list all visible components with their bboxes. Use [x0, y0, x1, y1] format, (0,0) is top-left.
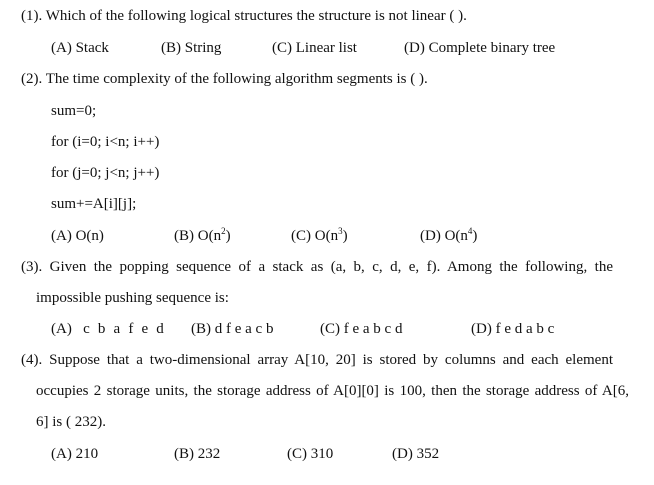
q2-stem: (2). The time complexity of the following algorithm segments is ( ).	[21, 71, 428, 87]
q2-code-line: sum+=A[i][j];	[51, 196, 137, 212]
q3-option-b-label: (B)	[191, 321, 211, 337]
q3-stem-line-1: (3). Given the popping sequence of a stack as (a, b, c, d, e, f). Among the following, the	[21, 259, 613, 275]
q2-code-line: for (i=0; i<n; i++)	[51, 134, 160, 150]
q1-option-c: (C) Linear list	[272, 40, 357, 56]
q2-option-d-text: (D) O(n	[420, 228, 468, 244]
q2-option-c	[291, 227, 348, 245]
q2-option-b-exponent: 2	[221, 226, 226, 236]
q1-option-b: (B) String	[161, 40, 222, 56]
q2-option-a-text: (A) O(n)	[51, 228, 104, 244]
q1-option-a: (A) Stack	[51, 40, 109, 56]
q3-option-b	[191, 320, 273, 338]
q1-stem: (1). Which of the following logical structures the structure is not linear ( ).	[21, 8, 467, 24]
q2-option-a	[51, 227, 104, 245]
q4-option-a: (A) 210	[51, 446, 99, 462]
q2-code-line: for (j=0; j<n; j++)	[51, 165, 160, 181]
q3-option-b-value: d f e a c b	[214, 321, 274, 337]
q4-option-b: (B) 232	[174, 446, 221, 462]
q2-code-line: sum=0;	[51, 103, 97, 119]
q3-option-c-label: (C)	[320, 321, 340, 337]
q4-stem-line-3: 6] is ( 232).	[36, 414, 106, 430]
q2-option-d-close: )	[472, 228, 478, 244]
q2-option-c-exponent: 3	[338, 226, 343, 236]
q4-option-d: (D) 352	[392, 446, 440, 462]
q2-option-d-exponent: 4	[467, 226, 473, 236]
q3-option-a-label: (A)	[51, 321, 72, 337]
q2-option-d	[420, 227, 477, 245]
q3-option-a-value: c b a f e d	[83, 321, 166, 337]
q2-option-b-text: (B) O(n	[174, 228, 222, 244]
q2-option-c-close: )	[342, 228, 348, 244]
q4-option-c: (C) 310	[287, 446, 334, 462]
q2-option-b	[174, 227, 231, 245]
q3-stem-line-2: impossible pushing sequence is:	[36, 290, 229, 306]
q4-stem-line-2: occupies 2 storage units, the storage address of A[0][0] is 100, then the storage address of A[6,	[36, 383, 629, 399]
q3-option-a	[51, 320, 166, 338]
q3-option-c	[320, 320, 402, 338]
q3-option-d	[471, 320, 554, 338]
q4-stem-line-1: (4). Suppose that a two-dimensional array A[10, 20] is stored by columns and each element	[21, 352, 613, 368]
q3-option-c-value: f e a b c d	[343, 321, 403, 337]
q3-option-d-value: f e d a b c	[495, 321, 555, 337]
q2-option-b-close: )	[225, 228, 231, 244]
q3-option-d-label: (D)	[471, 321, 492, 337]
q2-option-c-text: (C) O(n	[291, 228, 339, 244]
q1-option-d: (D) Complete binary tree	[404, 40, 556, 56]
